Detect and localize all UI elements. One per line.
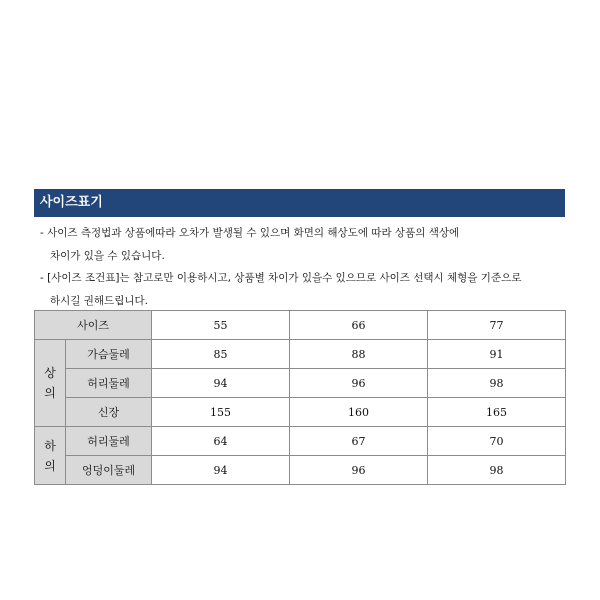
size-chart-title: 사이즈표기 <box>40 195 103 210</box>
measure-value: 94 <box>152 456 290 485</box>
size-header-cell: 사이즈 <box>35 311 152 340</box>
measure-value: 160 <box>290 398 428 427</box>
table-row <box>35 340 566 369</box>
table-header-row <box>35 311 566 340</box>
size-column-header: 77 <box>428 311 566 340</box>
table-row <box>35 369 566 398</box>
size-column-header: 66 <box>290 311 428 340</box>
measure-name: 엉덩이둘레 <box>66 456 152 485</box>
measure-value: 91 <box>428 340 566 369</box>
note-line: 하시길 권해드립니다. <box>50 294 148 307</box>
measure-name: 허리둘레 <box>66 369 152 398</box>
size-notes <box>40 222 565 312</box>
note-line: - 사이즈 측정법과 상품에따라 오차가 발생될 수 있으며 화면의 해상도에 따라 상품의 색상에 <box>40 227 460 239</box>
measure-name: 허리둘레 <box>66 427 152 456</box>
measure-value: 67 <box>290 427 428 456</box>
measure-value: 155 <box>152 398 290 427</box>
table-row <box>35 427 566 456</box>
measure-name: 신장 <box>66 398 152 427</box>
measure-value: 64 <box>152 427 290 456</box>
measure-value: 85 <box>152 340 290 369</box>
size-chart-header <box>34 189 565 217</box>
note-line: 차이가 있을 수 있습니다. <box>50 249 165 262</box>
measure-value: 96 <box>290 369 428 398</box>
measure-value: 98 <box>428 369 566 398</box>
table-row <box>35 456 566 485</box>
table-row <box>35 398 566 427</box>
measure-value: 70 <box>428 427 566 456</box>
measure-value: 94 <box>152 369 290 398</box>
measure-value: 88 <box>290 340 428 369</box>
measure-name: 가슴둘레 <box>66 340 152 369</box>
size-table <box>34 310 566 485</box>
measure-value: 96 <box>290 456 428 485</box>
top-category-label: 상 의 <box>35 340 66 427</box>
bottom-category-label: 하 의 <box>35 427 66 485</box>
measure-value: 98 <box>428 456 566 485</box>
size-column-header: 55 <box>152 311 290 340</box>
measure-value: 165 <box>428 398 566 427</box>
note-line: - [사이즈 조건표]는 참고로만 이용하시고, 상품별 차이가 있을수 있으므로 사이즈 선택시 체형을 기준으로 <box>40 272 522 284</box>
